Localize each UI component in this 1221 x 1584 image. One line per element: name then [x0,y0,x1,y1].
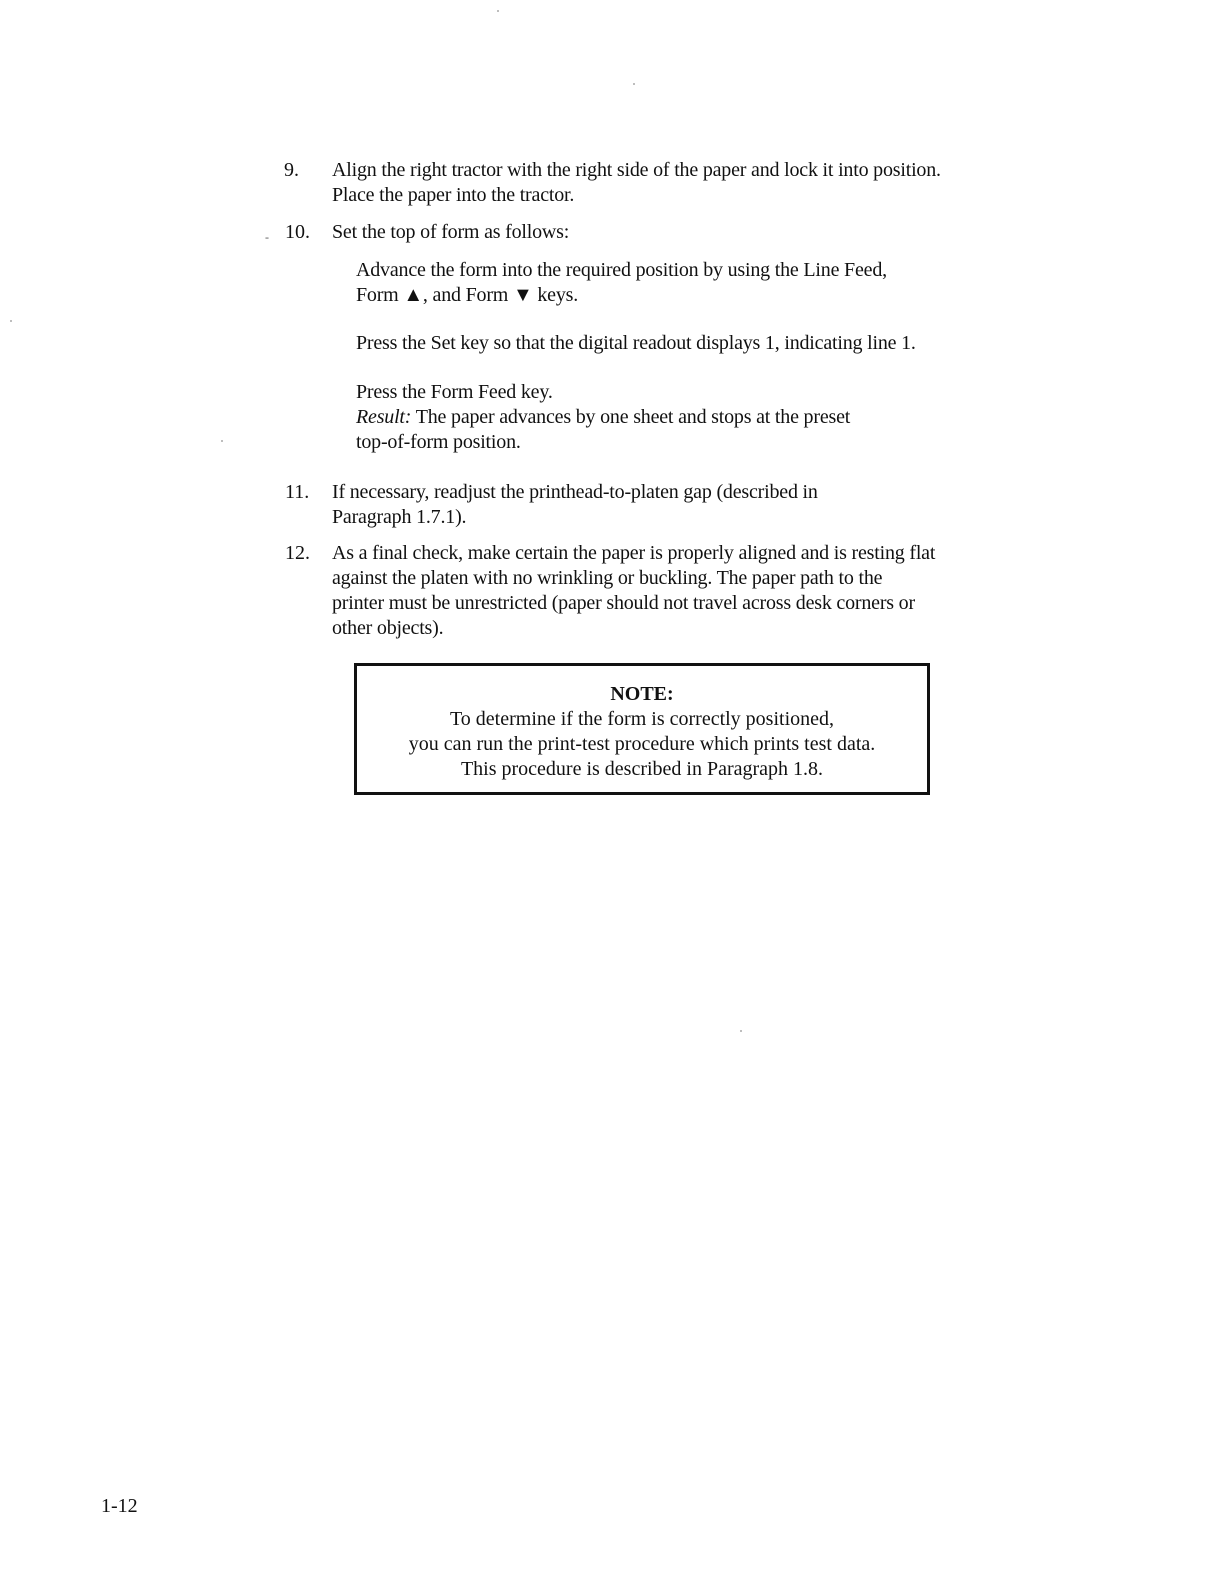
item-12-line-4: other objects). [332,617,444,639]
item-10-line-1: Set the top of form as follows: [332,221,570,243]
note-line-1: To determine if the form is correctly positioned, [449,708,835,730]
item-11-line-1: If necessary, readjust the printhead-to-platen gap (described in [332,481,818,503]
note-box [354,663,930,795]
item-12-line-3: printer must be unrestricted (paper should not travel across desk corners or [332,592,915,614]
scan-speck [633,83,635,85]
item-10-step-3-result [356,405,850,430]
scan-speck [497,10,499,12]
item-11-number: 11. [285,481,310,503]
item-11-line-2: Paragraph 1.7.1). [332,506,467,528]
scan-speck [221,440,223,442]
margin-mark: - [265,230,269,244]
item-12-line-2: against the platen with no wrinkling or buckling. The paper path to the [332,567,883,589]
item-9-number: 9. [284,159,299,181]
scan-speck [740,1030,742,1032]
note-line-2: you can run the print-test procedure which prints test data. [408,733,876,755]
item-10-step-1-line-1: Advance the form into the required position by using the Line Feed, [356,259,887,281]
page-number: 1-12 [101,1495,138,1517]
item-10-step-3-line-1: Press the Form Feed key. [356,381,553,403]
item-10-step-1-line-2: Form ▲, and Form ▼ keys. [356,284,579,306]
item-9-line-1: Align the right tractor with the right side of the paper and lock it into position. [332,159,941,181]
note-title: NOTE: [610,683,674,705]
scan-speck [10,320,12,322]
item-12-line-1: As a final check, make certain the paper is properly aligned and is resting flat [332,542,936,564]
result-text-line-1: The paper advances by one sheet and stops at the preset [415,406,851,428]
result-text-line-2: top-of-form position. [356,431,521,453]
item-9-line-2: Place the paper into the tractor. [332,184,575,206]
item-10-number: 10. [285,221,310,243]
item-12-number: 12. [285,542,310,564]
item-10-step-2-line-1: Press the Set key so that the digital readout displays 1, indicating line 1. [356,332,916,354]
result-label: Result: [356,406,412,428]
note-line-3: This procedure is described in Paragraph 1.8. [460,758,824,780]
